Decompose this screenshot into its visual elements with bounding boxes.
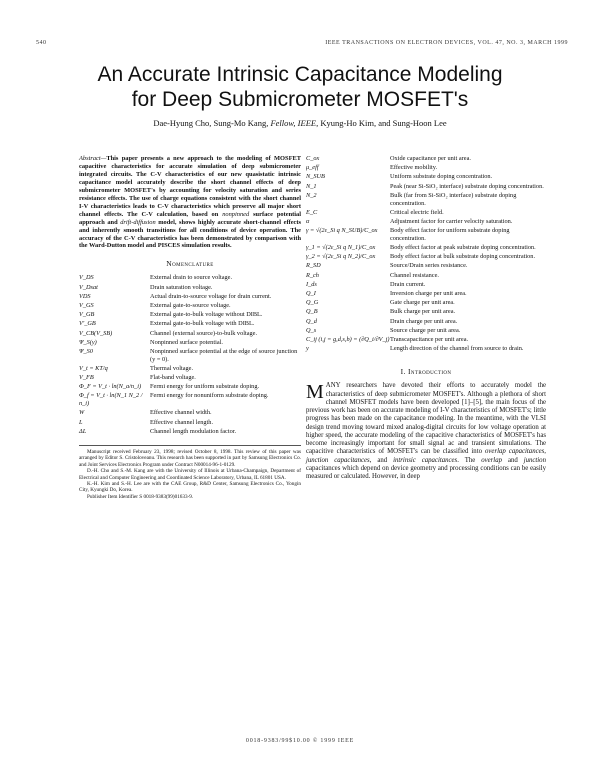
nomenclature-symbol: N_1 [306, 182, 317, 190]
nomenclature-symbol: ΔL [79, 427, 87, 435]
title-line-2: for Deep Submicrometer MOSFET's [131, 88, 469, 111]
nomenclature-symbol: V_t = KT/q [79, 364, 108, 372]
nomenclature-definition: Channel length modulation factor. [150, 427, 237, 435]
nomenclature-definition: Adjustment factor for carrier velocity saturation. [390, 217, 513, 225]
nomenclature-row [306, 218, 546, 227]
nomenclature-definition: Bulk (far from Si-SiO₂ interface) substrate doping concentration. [390, 191, 517, 207]
nomenclature-symbol: γ = √(2ε_Si q N_SUB)/C_ox [306, 227, 378, 235]
footnote [79, 445, 301, 500]
nomenclature-row [79, 339, 301, 348]
nomenclature-table-right [306, 155, 546, 354]
abstract-italic-1: nonpinned [222, 210, 250, 218]
nomenclature-row [306, 192, 546, 209]
nomenclature-heading: Nomenclature [166, 259, 214, 269]
nomenclature-symbol: Q_G [306, 299, 319, 307]
nomenclature-row [79, 330, 301, 339]
nomenclature-symbol: γ_1 = √(2ε_Si q N_1)/C_ox [306, 244, 376, 252]
nomenclature-definition: Source/Drain series resistance. [390, 262, 468, 270]
left-column [79, 155, 301, 500]
nomenclature-row [306, 272, 546, 281]
nomenclature-symbol: α [306, 217, 310, 225]
nomenclature-symbol: VDS [79, 292, 91, 300]
intro-italic-4: overlap [481, 456, 502, 464]
nomenclature-symbol: C_ox [306, 155, 320, 162]
nomenclature-row [306, 281, 546, 290]
nomenclature-row [79, 383, 301, 392]
nomenclature-symbol: Ψ_S(y) [79, 338, 97, 346]
paper-title [0, 62, 600, 112]
footnote-para-3: K.-H. Kim and S.-H. Lee are with the CAE Group, R&D Center, Samsung Electronics Co., Yongin City, Kyungki Do, Korea. [79, 481, 301, 494]
nomenclature-row [79, 348, 301, 365]
nomenclature-definition: Effective mobility. [390, 164, 438, 172]
nomenclature-definition: Body effect factor for uniform substrate doping concentration. [390, 227, 510, 242]
nomenclature-symbol: V_FB [79, 374, 94, 382]
nomenclature-definition: External gate-to-source voltage. [150, 301, 231, 309]
nomenclature-row [306, 253, 546, 262]
drop-cap: M [306, 381, 324, 404]
nomenclature-symbol: I_ds [306, 280, 317, 288]
nomenclature-definition: External gate-to-bulk voltage with DIBL. [150, 320, 255, 328]
nomenclature-definition: Body effect factor at bulk substrate doping concentration. [390, 253, 536, 261]
nomenclature-definition: Drain charge per unit area. [390, 317, 458, 325]
nomenclature-row [79, 392, 301, 409]
nomenclature-row [79, 419, 301, 428]
nomenclature-row [306, 345, 546, 354]
footnote-para-2: D.-H. Cho and S.-M. Kang are with the University of Illinois at Urbana-Champaign, Department of Electrical and Computer Engineering and Coordinated Science Laboratory, Urbana, IL 61801 USA. [79, 468, 301, 481]
nomenclature-row [306, 244, 546, 253]
nomenclature-symbol: V_GB [79, 311, 95, 319]
nomenclature-definition: External drain to source voltage. [150, 274, 233, 282]
nomenclature-row [306, 336, 546, 345]
nomenclature-definition: Channel resistance. [390, 271, 439, 279]
nomenclature-symbol: R_ch [306, 271, 319, 279]
nomenclature-row [79, 428, 301, 437]
nomenclature-definition: Body effect factor at peak substrate doping concentration. [390, 244, 536, 252]
nomenclature-symbol: V_Dsat [79, 283, 98, 291]
abstract-text-3: model, shows highly accurate short-channel effects and inherently smooth transitions for all conditions of device operation. The accuracy of the C-V characteristics has been demonstrated by comparison with the Ward-Dutton model and PISCES simulation results. [79, 218, 301, 250]
intro-paragraph [306, 382, 546, 481]
nomenclature-symbol: Q_I [306, 290, 316, 298]
intro-italic-1: overlap capacitances [485, 448, 545, 456]
abstract-text-1: This paper presents a new approach to the modeling of MOSFET capacitive characteristics for accurate simulation of deep submicrometer integrated circuits. The C-V characteristics of our new quasistatic intrinsic capacitance model accurately describe the short channel effects of deep submicrometer MOSFET's by accounting for velocity saturation and series resistance effects. The use of charge equations consistent with the short channel I-V characteristics leads to C-V characteristics which preserve all major short channel effects. The C-V calculation, based on [79, 155, 301, 218]
intro-text-5: and [502, 456, 524, 464]
nomenclature-symbol: Φ_f = V_t · ln(N_1 N_2 / n_i) [79, 392, 143, 408]
intro-heading: I. Introduction [400, 367, 452, 377]
nomenclature-row [79, 409, 301, 418]
nomenclature-symbol: Q_s [306, 326, 317, 334]
abstract-italic-2: drift-diffusion [120, 218, 156, 226]
nomenclature-row [79, 293, 301, 302]
nomenclature-row [79, 374, 301, 383]
nomenclature-definition: Effective channel length. [150, 418, 214, 426]
nomenclature-definition: Actual drain-to-source voltage for drain current. [150, 292, 272, 300]
nomenclature-symbol: Q_d [306, 317, 317, 325]
nomenclature-table-left [79, 274, 301, 437]
intro-text-3: , and [369, 456, 394, 464]
authors-fellow: Fellow, IEEE [270, 118, 317, 128]
nomenclature-definition: Channel (external source)-to-bulk voltage. [150, 329, 258, 337]
nomenclature-row [306, 262, 546, 271]
nomenclature-row [79, 320, 301, 329]
nomenclature-row [306, 155, 546, 164]
nomenclature-symbol: C_ij (i,j = g,d,s,b) = (∂Q_i/∂V_j) [306, 335, 390, 343]
intro-italic-2: junction capacitances [306, 456, 370, 464]
nomenclature-definition: Drain current. [390, 280, 426, 288]
nomenclature-symbol: V_DS [79, 274, 94, 282]
nomenclature-symbol: V'_GB [79, 320, 96, 328]
nomenclature-definition: Effective channel width. [150, 409, 212, 417]
nomenclature-definition: Bulk charge per unit area. [390, 308, 456, 316]
nomenclature-definition: Drain saturation voltage. [150, 283, 213, 291]
nomenclature-definition: Nonpinned surface potential. [150, 338, 223, 346]
page-number: 540 [36, 40, 47, 46]
intro-text-2: , [544, 448, 546, 456]
copyright-line: 0018-9383/99$10.00 © 1999 IEEE [245, 738, 355, 744]
nomenclature-row [79, 302, 301, 311]
intro-italic-3: intrinsic capacitances [393, 456, 458, 464]
nomenclature-symbol: y [306, 345, 309, 353]
nomenclature-symbol: Q_B [306, 308, 318, 316]
nomenclature-definition: Nonpinned surface potential at the edge of source junction (y = 0). [150, 347, 298, 363]
nomenclature-definition: Flat-band voltage. [150, 374, 196, 382]
nomenclature-symbol: R_SD [306, 262, 321, 270]
footnote-para-1: Manuscript received February 23, 1998; revised October 8, 1998. This review of this paper was arranged by Editor S. Cristoloveanu. This research has been supported in part by Samsung Electronics Co. and Joint Services Electronics Program under Contract N00014-96-1-0129. [79, 448, 301, 468]
intro-italic-5: junction [523, 456, 546, 464]
nomenclature-row [306, 183, 546, 192]
nomenclature-row [306, 308, 546, 317]
nomenclature-row [79, 365, 301, 374]
nomenclature-row [306, 173, 546, 182]
nomenclature-definition: Transcapacitance per unit area. [390, 335, 469, 343]
nomenclature-row [306, 227, 546, 244]
nomenclature-row [306, 318, 546, 327]
intro-text-6: capacitances which depend on device geometry and processing conditions can be easily measured or calculated. However, in deep [306, 464, 546, 481]
nomenclature-symbol: γ_2 = √(2ε_Si q N_2)/C_ox [306, 253, 376, 261]
nomenclature-definition: Fermi energy for nonuniform substrate doping. [150, 392, 269, 400]
title-line-1: An Accurate Intrinsic Capacitance Modeling [97, 63, 503, 86]
nomenclature-symbol: Φ_F = V_t · ln(N_a/n_i) [79, 383, 142, 391]
nomenclature-symbol: E_C [306, 208, 318, 216]
footnote-para-4: Publisher Item Identifier S 0018-9383(99)01633-9. [87, 493, 194, 500]
nomenclature-definition: Oxide capacitance per unit area. [390, 155, 471, 162]
intro-text-1: researchers have devoted their efforts to accurately model the characteristics of deep submicrometer MOSFET's. Although a plethora of short channel MOSFET models have been developed [1]–[5], the main focus of the previous work has been on accurate modeling of I-V characteristics of MOSFET's; little progress has been made on the capacitance modeling. In the meantime, with the VLSI design trend moving toward mixed analog-digital circuits for low voltage operation at higher speed, the accurate modeling of the capacitive characteristics of MOSFET's has become increasingly important for small signal ac and transient simulations. The capacitive characteristics of MOSFET's can be classified into [306, 382, 546, 456]
nomenclature-definition: Gate charge per unit area. [390, 299, 455, 307]
journal-title: IEEE TRANSACTIONS ON ELECTRON DEVICES, VOL. 47, NO. 3, MARCH 1999 [325, 40, 568, 46]
nomenclature-row [79, 311, 301, 320]
nomenclature-symbol: μ_eff [306, 164, 319, 172]
nomenclature-symbol: N_SUB [306, 173, 325, 181]
nomenclature-row [306, 327, 546, 336]
nomenclature-row [306, 209, 546, 218]
nomenclature-definition: Fermi energy for uniform substrate doping. [150, 383, 260, 391]
intro-text-4: . The [457, 456, 482, 464]
abstract [79, 155, 301, 250]
nomenclature-row [306, 290, 546, 299]
authors-suffix: , Kyung-Ho Kim, and Sung-Hoon Lee [316, 118, 447, 128]
nomenclature-row [79, 274, 301, 283]
nomenclature-definition: Inversion charge per unit area. [390, 290, 467, 298]
nomenclature-row [79, 284, 301, 293]
nomenclature-symbol: W [79, 409, 85, 417]
nomenclature-symbol: Ψ_S0 [79, 347, 93, 355]
right-column [306, 155, 546, 481]
nomenclature-row [306, 164, 546, 173]
nomenclature-symbol: V_GS [79, 301, 94, 309]
nomenclature-definition: Length direction of the channel from source to drain. [390, 345, 524, 353]
abstract-label: Abstract— [79, 155, 107, 162]
abstract-text-2: surface potential approach and [79, 210, 301, 226]
nomenclature-definition: External gate-to-bulk voltage without DIBL. [150, 311, 263, 319]
authors-prefix: Dae-Hyung Cho, Sung-Mo Kang, [153, 118, 271, 128]
nomenclature-definition: Uniform substrate doping concentration. [390, 173, 493, 181]
nomenclature-row [306, 299, 546, 308]
author-list [0, 118, 600, 128]
nomenclature-symbol: L [79, 418, 83, 426]
nomenclature-definition: Thermal voltage. [150, 364, 194, 372]
nomenclature-symbol: N_2 [306, 191, 317, 199]
nomenclature-symbol: V_CB(V_SB) [79, 329, 113, 337]
nomenclature-definition: Peak (near Si-SiO₂ interface) substrate doping concentration. [390, 182, 544, 190]
intro-lead: ANY [325, 382, 341, 390]
nomenclature-definition: Source charge per unit area. [390, 326, 461, 334]
nomenclature-definition: Critical electric field. [390, 208, 444, 216]
